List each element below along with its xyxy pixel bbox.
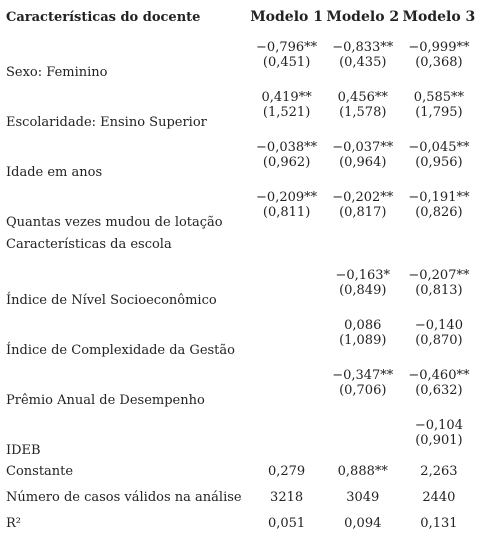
se-cell: (0,435) xyxy=(339,55,387,70)
row-label: Escolaridade: Ensino Superior xyxy=(6,115,207,130)
coef-cell: 0,456** xyxy=(337,90,388,105)
se-cell: (0,817) xyxy=(339,205,387,220)
se-cell: (1,578) xyxy=(339,105,387,120)
table-row xyxy=(0,180,477,205)
header-row xyxy=(0,4,477,30)
coef-cell: −0,209** xyxy=(256,190,318,205)
se-cell: (0,632) xyxy=(415,383,463,398)
table-row xyxy=(0,130,477,155)
row-label: Idade em anos xyxy=(6,165,103,180)
row-label: Índice de Nível Socioeconômico xyxy=(6,293,217,308)
table-row xyxy=(0,258,477,283)
row-label: Número de casos válidos na análise xyxy=(6,489,242,505)
coef-cell: −0,999** xyxy=(408,40,470,55)
row-label: R² xyxy=(6,515,21,531)
value-cell: 3049 xyxy=(346,489,380,505)
coef-cell: −0,038** xyxy=(256,140,318,155)
table-row xyxy=(0,80,477,105)
value-cell: 0,131 xyxy=(420,515,458,531)
coef-cell xyxy=(249,358,325,383)
table-row xyxy=(0,358,477,383)
coef-cell: −0,045** xyxy=(408,140,470,155)
coef-cell xyxy=(249,308,325,333)
table-row xyxy=(0,510,477,536)
row-label: Índice de Complexidade da Gestão xyxy=(6,343,235,358)
coef-cell: 0,585** xyxy=(413,90,465,105)
value-cell: 2,263 xyxy=(420,463,458,479)
coef-cell: −0,140 xyxy=(414,318,463,333)
table-row xyxy=(0,484,477,510)
section-row xyxy=(0,230,477,258)
row-label: Quantas vezes mudou de lotação xyxy=(6,215,223,230)
se-cell: (0,964) xyxy=(339,155,387,170)
table-row xyxy=(0,30,477,55)
se-cell: (0,706) xyxy=(339,383,387,398)
table-row xyxy=(0,458,477,484)
se-cell: (0,849) xyxy=(339,283,387,298)
coef-cell: −0,202** xyxy=(332,190,394,205)
se-cell xyxy=(249,283,325,308)
coef-cell: 0,086 xyxy=(344,318,382,333)
se-cell: (0,962) xyxy=(262,155,311,170)
value-cell: 3218 xyxy=(270,489,304,505)
coef-cell: −0,207** xyxy=(408,268,470,283)
coef-cell: 0,419** xyxy=(261,90,312,105)
coef-cell: −0,460** xyxy=(408,368,470,383)
value-cell: 0,051 xyxy=(267,515,306,531)
regression-table xyxy=(0,4,477,536)
value-cell: 2440 xyxy=(422,489,456,505)
coef-cell xyxy=(249,258,325,283)
coef-cell xyxy=(249,408,325,433)
se-cell: (0,368) xyxy=(415,55,463,70)
se-cell: (1,089) xyxy=(339,333,387,348)
coef-cell: −0,796** xyxy=(256,40,318,55)
se-cell xyxy=(249,383,325,408)
header-model-2: Modelo 2 xyxy=(326,9,400,25)
se-cell xyxy=(249,433,325,458)
row-label: IDEB xyxy=(6,443,41,458)
section-label: Características da escola xyxy=(6,236,172,252)
table-row xyxy=(0,408,477,433)
se-cell: (0,901) xyxy=(415,433,463,448)
se-cell: (0,451) xyxy=(262,55,311,70)
coef-cell: −0,191** xyxy=(408,190,470,205)
se-cell: (1,521) xyxy=(262,105,311,120)
coef-cell: −0,163* xyxy=(335,268,391,283)
se-cell xyxy=(249,333,325,358)
header-model-1: Modelo 1 xyxy=(250,9,323,25)
header-model-3: Modelo 3 xyxy=(402,9,476,25)
se-cell: (0,811) xyxy=(262,205,311,220)
se-cell: (0,870) xyxy=(415,333,463,348)
value-cell: 0,094 xyxy=(344,515,382,531)
header-label: Características do docente xyxy=(6,9,201,25)
se-cell xyxy=(325,433,401,458)
row-label: Prêmio Anual de Desempenho xyxy=(6,393,205,408)
row-label: Constante xyxy=(6,463,74,479)
coef-cell: −0,833** xyxy=(332,40,394,55)
se-cell: (0,956) xyxy=(415,155,463,170)
value-cell: 0,279 xyxy=(267,463,306,479)
coef-cell: −0,037** xyxy=(332,140,394,155)
se-cell: (0,826) xyxy=(415,205,463,220)
coef-cell: −0,347** xyxy=(332,368,394,383)
table-row xyxy=(0,308,477,333)
se-cell: (1,795) xyxy=(415,105,463,120)
coef-cell xyxy=(325,408,401,433)
se-cell: (0,813) xyxy=(415,283,463,298)
value-cell: 0,888** xyxy=(337,463,388,479)
row-label: Sexo: Feminino xyxy=(6,65,108,80)
coef-cell: −0,104 xyxy=(414,418,463,433)
